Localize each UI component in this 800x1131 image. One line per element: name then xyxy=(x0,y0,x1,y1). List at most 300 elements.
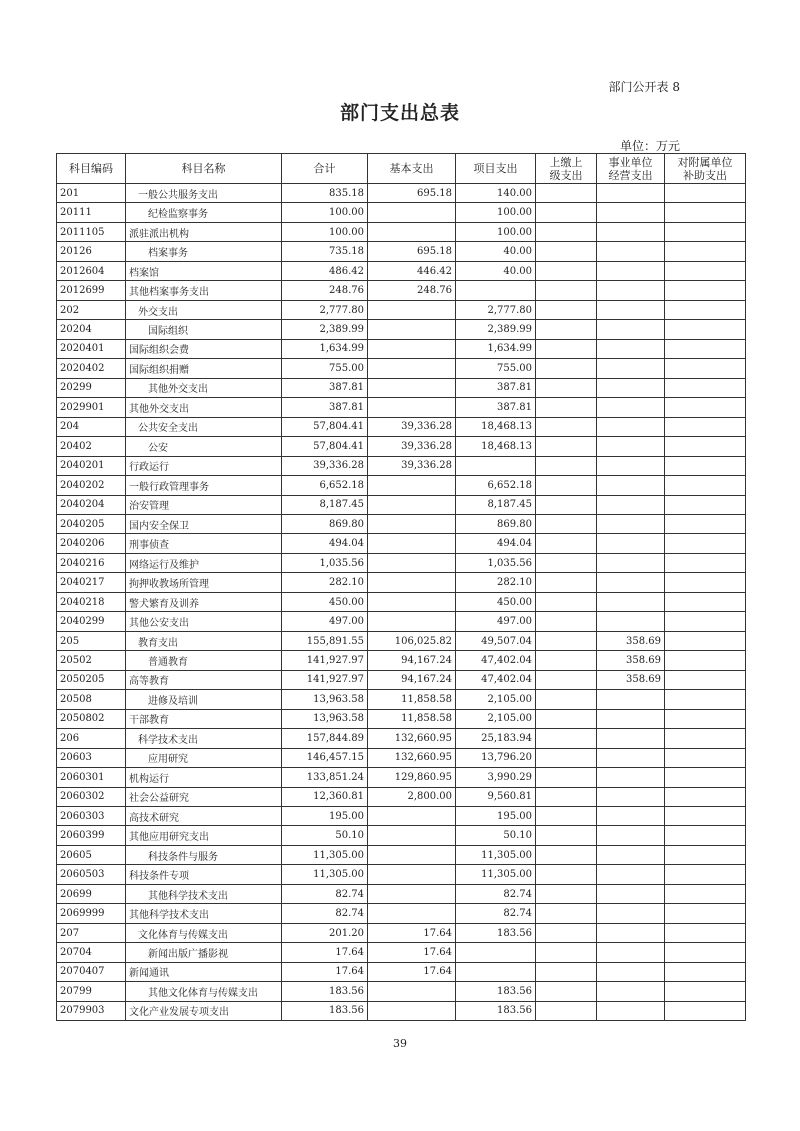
cell-subsidy xyxy=(665,865,746,884)
cell-basic xyxy=(368,476,456,495)
cell-upper xyxy=(536,261,597,280)
table-row xyxy=(57,417,746,436)
cell-business xyxy=(597,495,665,514)
cell-name: 治安管理 xyxy=(126,495,282,514)
cell-project: 18,468.13 xyxy=(456,417,536,436)
cell-upper xyxy=(536,690,597,709)
cell-subsidy xyxy=(665,359,746,378)
cell-upper xyxy=(536,768,597,787)
cell-total: 183.56 xyxy=(282,1001,368,1020)
cell-name: 文化体育与传媒支出 xyxy=(126,923,282,942)
cell-code: 2020401 xyxy=(57,339,126,358)
cell-subsidy xyxy=(665,807,746,826)
cell-basic: 17.64 xyxy=(368,962,456,981)
cell-project: 387.81 xyxy=(456,378,536,397)
cell-name: 其他文化体育与传媒支出 xyxy=(126,982,282,1001)
cell-project: 9,560.81 xyxy=(456,787,536,806)
cell-project: 282.10 xyxy=(456,573,536,592)
cell-basic: 446.42 xyxy=(368,261,456,280)
table-row xyxy=(57,904,746,923)
cell-subsidy xyxy=(665,592,746,611)
cell-upper xyxy=(536,222,597,241)
table-row xyxy=(57,339,746,358)
cell-name: 一般行政管理事务 xyxy=(126,476,282,495)
cell-project xyxy=(456,962,536,981)
table-row xyxy=(57,573,746,592)
cell-subsidy xyxy=(665,768,746,787)
cell-basic xyxy=(368,884,456,903)
cell-name: 档案事务 xyxy=(126,242,282,261)
table-row xyxy=(57,748,746,767)
cell-code: 2079903 xyxy=(57,1001,126,1020)
cell-upper xyxy=(536,242,597,261)
cell-code: 2060303 xyxy=(57,807,126,826)
cell-code: 2012604 xyxy=(57,261,126,280)
cell-upper xyxy=(536,339,597,358)
cell-basic: 695.18 xyxy=(368,184,456,203)
cell-project: 140.00 xyxy=(456,184,536,203)
table-row xyxy=(57,865,746,884)
cell-name: 公安 xyxy=(126,437,282,456)
cell-name: 机构运行 xyxy=(126,768,282,787)
cell-basic xyxy=(368,203,456,222)
header-subsidy xyxy=(665,154,746,184)
cell-code: 2040202 xyxy=(57,476,126,495)
cell-business xyxy=(597,748,665,767)
cell-upper xyxy=(536,631,597,650)
cell-project: 183.56 xyxy=(456,923,536,942)
cell-name: 国际组织会费 xyxy=(126,339,282,358)
table-row xyxy=(57,320,746,339)
cell-basic xyxy=(368,320,456,339)
table-row xyxy=(57,534,746,553)
table-row xyxy=(57,631,746,650)
cell-basic: 17.64 xyxy=(368,923,456,942)
cell-business xyxy=(597,943,665,962)
cell-business xyxy=(597,261,665,280)
cell-name: 国际组织捐赠 xyxy=(126,359,282,378)
cell-subsidy xyxy=(665,261,746,280)
cell-code: 2040201 xyxy=(57,456,126,475)
cell-basic: 132,660.95 xyxy=(368,729,456,748)
cell-subsidy xyxy=(665,943,746,962)
unit-label: 单位：万元 xyxy=(619,139,680,153)
cell-name: 外交支出 xyxy=(126,300,282,319)
cell-name: 干部教育 xyxy=(126,709,282,728)
cell-business xyxy=(597,514,665,533)
cell-subsidy xyxy=(665,456,746,475)
cell-name: 高技术研究 xyxy=(126,807,282,826)
cell-business xyxy=(597,962,665,981)
cell-project: 3,990.29 xyxy=(456,768,536,787)
cell-upper xyxy=(536,398,597,417)
cell-upper xyxy=(536,553,597,572)
cell-subsidy xyxy=(665,184,746,203)
table-row xyxy=(57,514,746,533)
cell-total: 387.81 xyxy=(282,398,368,417)
cell-basic: 106,025.82 xyxy=(368,631,456,650)
cell-upper xyxy=(536,787,597,806)
cell-code: 2060399 xyxy=(57,826,126,845)
cell-code: 2069999 xyxy=(57,904,126,923)
cell-name: 其他档案事务支出 xyxy=(126,281,282,300)
cell-basic: 2,800.00 xyxy=(368,787,456,806)
cell-name: 其他公安支出 xyxy=(126,612,282,631)
cell-name: 拘押收教场所管理 xyxy=(126,573,282,592)
cell-upper xyxy=(536,514,597,533)
table-row xyxy=(57,884,746,903)
cell-project: 18,468.13 xyxy=(456,437,536,456)
cell-project: 497.00 xyxy=(456,612,536,631)
cell-project: 494.04 xyxy=(456,534,536,553)
cell-code: 206 xyxy=(57,729,126,748)
cell-project: 40.00 xyxy=(456,242,536,261)
cell-total: 50.10 xyxy=(282,826,368,845)
cell-total: 8,187.45 xyxy=(282,495,368,514)
table-row xyxy=(57,495,746,514)
cell-project: 869.80 xyxy=(456,514,536,533)
table-row xyxy=(57,729,746,748)
cell-business xyxy=(597,845,665,864)
table-row xyxy=(57,222,746,241)
cell-code: 2040216 xyxy=(57,553,126,572)
cell-total: 2,389.99 xyxy=(282,320,368,339)
cell-code: 20799 xyxy=(57,982,126,1001)
cell-business xyxy=(597,807,665,826)
cell-name: 派驻派出机构 xyxy=(126,222,282,241)
cell-code: 2040205 xyxy=(57,514,126,533)
cell-name: 新闻通讯 xyxy=(126,962,282,981)
cell-project: 2,105.00 xyxy=(456,690,536,709)
cell-subsidy xyxy=(665,651,746,670)
cell-code: 20111 xyxy=(57,203,126,222)
cell-subsidy xyxy=(665,845,746,864)
cell-basic xyxy=(368,982,456,1001)
cell-project: 450.00 xyxy=(456,592,536,611)
cell-name: 科技条件专项 xyxy=(126,865,282,884)
cell-upper xyxy=(536,943,597,962)
cell-total: 201.20 xyxy=(282,923,368,942)
cell-business xyxy=(597,378,665,397)
cell-subsidy xyxy=(665,904,746,923)
cell-basic: 39,336.28 xyxy=(368,417,456,436)
cell-business xyxy=(597,573,665,592)
cell-basic xyxy=(368,612,456,631)
cell-upper xyxy=(536,592,597,611)
cell-upper xyxy=(536,495,597,514)
cell-upper xyxy=(536,826,597,845)
cell-name: 国内安全保卫 xyxy=(126,514,282,533)
cell-total: 183.56 xyxy=(282,982,368,1001)
cell-name: 行政运行 xyxy=(126,456,282,475)
cell-project xyxy=(456,281,536,300)
cell-business xyxy=(597,417,665,436)
cell-code: 2060503 xyxy=(57,865,126,884)
cell-basic: 129,860.95 xyxy=(368,768,456,787)
cell-code: 20508 xyxy=(57,690,126,709)
cell-upper xyxy=(536,651,597,670)
cell-name: 科学技术支出 xyxy=(126,729,282,748)
cell-name: 其他外交支出 xyxy=(126,398,282,417)
cell-subsidy xyxy=(665,884,746,903)
cell-code: 20605 xyxy=(57,845,126,864)
cell-project: 25,183.94 xyxy=(456,729,536,748)
cell-code: 20126 xyxy=(57,242,126,261)
cell-subsidy xyxy=(665,709,746,728)
cell-code: 20699 xyxy=(57,884,126,903)
cell-project: 1,035.56 xyxy=(456,553,536,572)
cell-project: 2,105.00 xyxy=(456,709,536,728)
cell-project: 8,187.45 xyxy=(456,495,536,514)
header-business-text: 事业单位经营支出 xyxy=(608,155,653,182)
cell-basic: 94,167.24 xyxy=(368,651,456,670)
cell-subsidy xyxy=(665,417,746,436)
cell-total: 12,360.81 xyxy=(282,787,368,806)
cell-code: 2050802 xyxy=(57,709,126,728)
cell-code: 205 xyxy=(57,631,126,650)
cell-subsidy xyxy=(665,339,746,358)
cell-code: 2050205 xyxy=(57,670,126,689)
cell-upper xyxy=(536,884,597,903)
cell-name: 公共安全支出 xyxy=(126,417,282,436)
cell-name: 科技条件与服务 xyxy=(126,845,282,864)
header-business xyxy=(597,154,665,184)
cell-upper xyxy=(536,203,597,222)
table-row xyxy=(57,709,746,728)
cell-name: 一般公共服务支出 xyxy=(126,184,282,203)
cell-project: 100.00 xyxy=(456,203,536,222)
cell-business xyxy=(597,222,665,241)
cell-basic xyxy=(368,514,456,533)
cell-upper xyxy=(536,807,597,826)
cell-business: 358.69 xyxy=(597,670,665,689)
cell-name: 文化产业发展专项支出 xyxy=(126,1001,282,1020)
cell-basic xyxy=(368,807,456,826)
cell-name: 普通教育 xyxy=(126,651,282,670)
cell-code: 2029901 xyxy=(57,398,126,417)
cell-subsidy xyxy=(665,514,746,533)
cell-business xyxy=(597,729,665,748)
cell-basic xyxy=(368,904,456,923)
cell-subsidy xyxy=(665,495,746,514)
table-row xyxy=(57,982,746,1001)
cell-business xyxy=(597,398,665,417)
cell-project: 11,305.00 xyxy=(456,865,536,884)
table-row xyxy=(57,281,746,300)
cell-total: 755.00 xyxy=(282,359,368,378)
cell-subsidy xyxy=(665,281,746,300)
cell-subsidy xyxy=(665,320,746,339)
cell-business xyxy=(597,184,665,203)
cell-basic: 17.64 xyxy=(368,943,456,962)
cell-basic xyxy=(368,865,456,884)
cell-upper xyxy=(536,612,597,631)
page-label: 部门公开表 8 xyxy=(608,80,680,94)
cell-upper xyxy=(536,923,597,942)
cell-code: 2070407 xyxy=(57,962,126,981)
table-row xyxy=(57,592,746,611)
cell-project: 6,652.18 xyxy=(456,476,536,495)
cell-total: 1,634.99 xyxy=(282,339,368,358)
cell-subsidy xyxy=(665,690,746,709)
cell-subsidy xyxy=(665,748,746,767)
cell-basic xyxy=(368,826,456,845)
cell-project xyxy=(456,456,536,475)
table-row xyxy=(57,651,746,670)
cell-business xyxy=(597,592,665,611)
table-row xyxy=(57,300,746,319)
table-row xyxy=(57,612,746,631)
cell-code: 2011105 xyxy=(57,222,126,241)
table-body xyxy=(57,184,746,1021)
cell-total: 735.18 xyxy=(282,242,368,261)
cell-total: 17.64 xyxy=(282,962,368,981)
cell-name: 高等教育 xyxy=(126,670,282,689)
cell-code: 2020402 xyxy=(57,359,126,378)
cell-business xyxy=(597,242,665,261)
cell-code: 2060302 xyxy=(57,787,126,806)
cell-subsidy xyxy=(665,476,746,495)
table-row xyxy=(57,845,746,864)
cell-business xyxy=(597,709,665,728)
cell-code: 2040206 xyxy=(57,534,126,553)
cell-upper xyxy=(536,320,597,339)
cell-basic: 132,660.95 xyxy=(368,748,456,767)
header-basic: 基本支出 xyxy=(368,154,456,184)
cell-business xyxy=(597,923,665,942)
cell-total: 146,457.15 xyxy=(282,748,368,767)
cell-subsidy xyxy=(665,242,746,261)
table-row xyxy=(57,184,746,203)
cell-subsidy xyxy=(665,553,746,572)
table-row xyxy=(57,242,746,261)
cell-business xyxy=(597,476,665,495)
cell-basic xyxy=(368,339,456,358)
cell-code: 207 xyxy=(57,923,126,942)
cell-project: 11,305.00 xyxy=(456,845,536,864)
table-header-row xyxy=(57,154,746,184)
cell-name: 警犬繁育及训养 xyxy=(126,592,282,611)
table-row xyxy=(57,1001,746,1020)
cell-total: 57,804.41 xyxy=(282,437,368,456)
cell-project: 82.74 xyxy=(456,904,536,923)
cell-total: 17.64 xyxy=(282,943,368,962)
cell-name: 纪检监察事务 xyxy=(126,203,282,222)
cell-upper xyxy=(536,534,597,553)
cell-business xyxy=(597,203,665,222)
cell-code: 20704 xyxy=(57,943,126,962)
cell-project xyxy=(456,943,536,962)
table-row xyxy=(57,553,746,572)
cell-upper xyxy=(536,184,597,203)
cell-project: 195.00 xyxy=(456,807,536,826)
cell-total: 82.74 xyxy=(282,904,368,923)
table-row xyxy=(57,261,746,280)
cell-project: 40.00 xyxy=(456,261,536,280)
cell-subsidy xyxy=(665,534,746,553)
cell-upper xyxy=(536,300,597,319)
cell-total: 497.00 xyxy=(282,612,368,631)
table-row xyxy=(57,923,746,942)
cell-code: 20299 xyxy=(57,378,126,397)
cell-total: 6,652.18 xyxy=(282,476,368,495)
cell-total: 248.76 xyxy=(282,281,368,300)
cell-subsidy xyxy=(665,729,746,748)
cell-basic xyxy=(368,553,456,572)
cell-subsidy xyxy=(665,300,746,319)
header-upper xyxy=(536,154,597,184)
cell-basic: 94,167.24 xyxy=(368,670,456,689)
cell-subsidy xyxy=(665,923,746,942)
cell-total: 2,777.80 xyxy=(282,300,368,319)
cell-basic xyxy=(368,495,456,514)
cell-subsidy xyxy=(665,573,746,592)
table-row xyxy=(57,476,746,495)
cell-total: 100.00 xyxy=(282,222,368,241)
cell-project: 49,507.04 xyxy=(456,631,536,650)
cell-subsidy xyxy=(665,378,746,397)
cell-total: 869.80 xyxy=(282,514,368,533)
cell-basic: 695.18 xyxy=(368,242,456,261)
cell-code: 2040218 xyxy=(57,592,126,611)
cell-basic xyxy=(368,845,456,864)
cell-project: 82.74 xyxy=(456,884,536,903)
cell-basic xyxy=(368,359,456,378)
cell-upper xyxy=(536,378,597,397)
header-total: 合计 xyxy=(282,154,368,184)
cell-code: 20204 xyxy=(57,320,126,339)
cell-name: 应用研究 xyxy=(126,748,282,767)
table-row xyxy=(57,670,746,689)
cell-project: 387.81 xyxy=(456,398,536,417)
cell-total: 282.10 xyxy=(282,573,368,592)
header-upper-text: 上缴上级支出 xyxy=(549,155,583,182)
cell-upper xyxy=(536,845,597,864)
cell-code: 2012699 xyxy=(57,281,126,300)
cell-business xyxy=(597,826,665,845)
cell-business xyxy=(597,339,665,358)
cell-upper xyxy=(536,729,597,748)
cell-basic: 11,858.58 xyxy=(368,690,456,709)
table-row xyxy=(57,962,746,981)
cell-business xyxy=(597,904,665,923)
cell-project: 13,796.20 xyxy=(456,748,536,767)
page-title: 部门支出总表 xyxy=(339,102,460,124)
cell-total: 450.00 xyxy=(282,592,368,611)
cell-name: 其他应用研究支出 xyxy=(126,826,282,845)
table-row xyxy=(57,359,746,378)
cell-business xyxy=(597,690,665,709)
cell-basic: 11,858.58 xyxy=(368,709,456,728)
cell-upper xyxy=(536,476,597,495)
table-row xyxy=(57,203,746,222)
cell-business xyxy=(597,300,665,319)
cell-total: 157,844.89 xyxy=(282,729,368,748)
cell-business xyxy=(597,768,665,787)
table-row xyxy=(57,768,746,787)
cell-name: 新闻出版广播影视 xyxy=(126,943,282,962)
expenditure-table xyxy=(56,153,746,1021)
cell-basic xyxy=(368,222,456,241)
cell-subsidy xyxy=(665,1001,746,1020)
cell-total: 195.00 xyxy=(282,807,368,826)
cell-business xyxy=(597,359,665,378)
header-subsidy-text: 对附属单位补助支出 xyxy=(677,155,733,182)
cell-total: 141,927.97 xyxy=(282,651,368,670)
cell-name: 其他外交支出 xyxy=(126,378,282,397)
cell-subsidy xyxy=(665,982,746,1001)
cell-code: 20402 xyxy=(57,437,126,456)
